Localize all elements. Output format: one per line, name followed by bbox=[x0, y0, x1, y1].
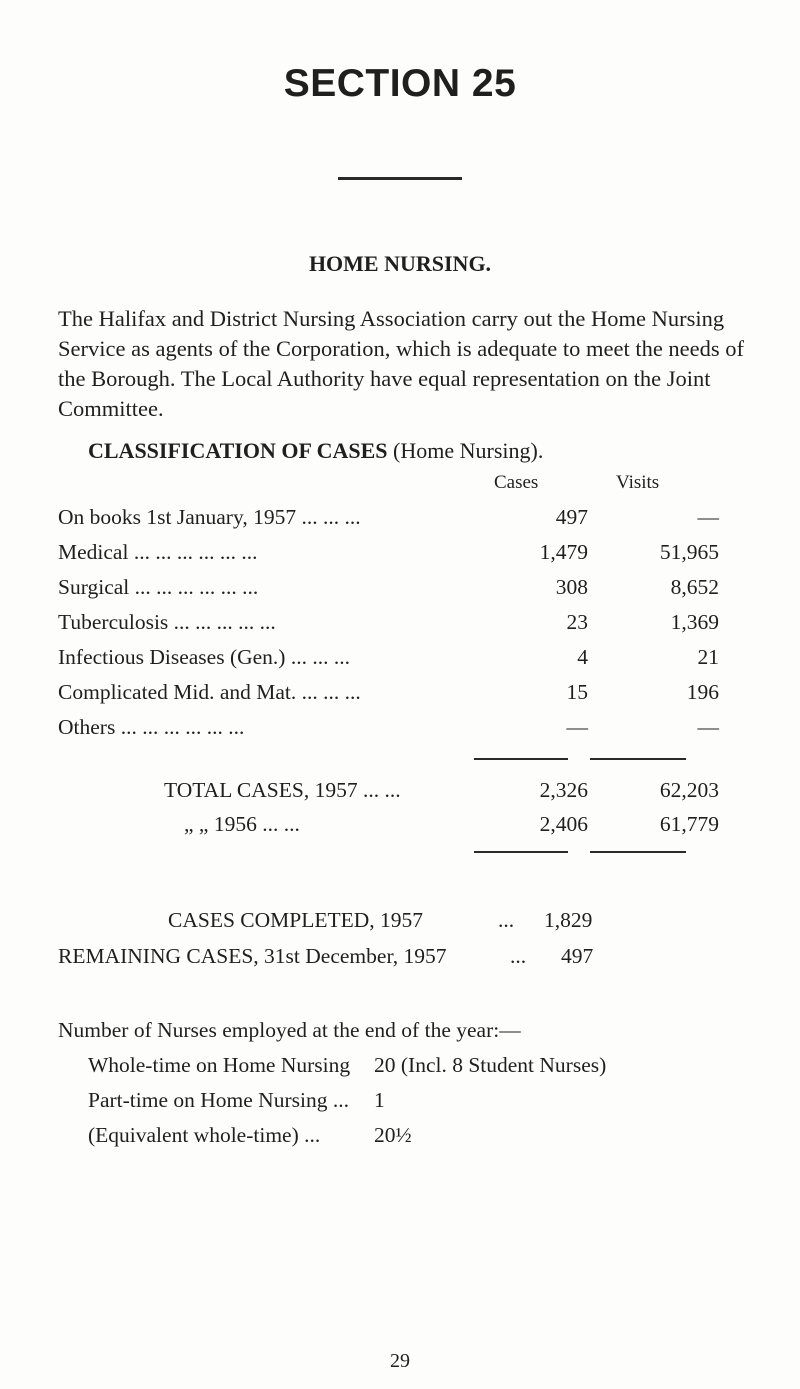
row-label: On books 1st January, 1957 ... ... ... bbox=[58, 505, 361, 529]
subtotal-rule-visits bbox=[590, 758, 686, 760]
row-label: Medical ... ... ... ... ... ... bbox=[58, 540, 258, 564]
row-visits: 51,965 bbox=[659, 540, 719, 564]
row-visits: 1,369 bbox=[670, 610, 719, 634]
table-row bbox=[58, 505, 758, 535]
nurse-item-value: 20½ bbox=[374, 1123, 412, 1147]
table-row bbox=[58, 680, 758, 710]
row-visits: — bbox=[697, 505, 719, 529]
total-rule-visits bbox=[590, 851, 686, 853]
table-row bbox=[58, 610, 758, 640]
intro-text: The Halifax and District Nursing Association carry out the Home Nursing Service as agents of the Corporation, which is adequate to meet the needs of the Borough. The Local Authority have equal representation on the Joint Committee. bbox=[58, 306, 745, 421]
row-label: Others ... ... ... ... ... ... bbox=[58, 715, 245, 739]
row-label: Tuberculosis ... ... ... ... ... bbox=[58, 610, 276, 634]
total-visits: 62,203 bbox=[659, 778, 719, 802]
remaining-cases-dots: ... bbox=[510, 944, 527, 968]
nurse-item-value: 1 bbox=[374, 1088, 385, 1112]
page-subtitle: HOME NURSING. bbox=[308, 251, 492, 276]
total-cases: 2,326 bbox=[539, 778, 588, 802]
row-cases: 308 bbox=[555, 575, 588, 599]
classification-title-bold: CLASSIFICATION OF CASES bbox=[88, 438, 388, 463]
row-cases: — bbox=[566, 715, 588, 739]
row-cases: 4 bbox=[577, 645, 588, 669]
classification-title-rest: (Home Nursing). bbox=[393, 438, 544, 463]
nurse-item-label: (Equivalent whole-time) ... bbox=[88, 1123, 321, 1147]
table-row bbox=[58, 540, 758, 570]
total-visits: 61,779 bbox=[659, 812, 719, 836]
row-cases: 1,479 bbox=[539, 540, 588, 564]
total-cases: 2,406 bbox=[539, 812, 588, 836]
nurse-item-value: 20 (Incl. 8 Student Nurses) bbox=[374, 1053, 607, 1077]
row-cases: 497 bbox=[555, 505, 588, 529]
total-row bbox=[58, 812, 758, 842]
nurse-item-label: Whole-time on Home Nursing bbox=[88, 1053, 351, 1077]
row-visits: 21 bbox=[697, 645, 719, 669]
remaining-cases-label: REMAINING CASES, 31st December, 1957 bbox=[58, 944, 447, 968]
total-label: TOTAL CASES, 1957 ... ... bbox=[164, 778, 401, 802]
row-visits: 8,652 bbox=[670, 575, 719, 599]
cases-completed-value: 1,829 bbox=[544, 908, 593, 932]
remaining-cases-value: 497 bbox=[561, 944, 594, 968]
nurses-intro: Number of Nurses employed at the end of the year:— bbox=[58, 1018, 521, 1042]
total-rule-cases bbox=[474, 851, 568, 853]
row-label: Complicated Mid. and Mat. ... ... ... bbox=[58, 680, 361, 704]
heading-rule bbox=[338, 177, 462, 180]
table-row bbox=[58, 645, 758, 675]
total-row bbox=[58, 778, 758, 808]
cases-completed-label: CASES COMPLETED, 1957 bbox=[168, 908, 424, 932]
section-heading: SECTION 25 bbox=[283, 62, 517, 105]
page-number: 29 bbox=[390, 1350, 410, 1372]
row-label: Infectious Diseases (Gen.) ... ... ... bbox=[58, 645, 350, 669]
total-label: „ „ 1956 ... ... bbox=[184, 812, 300, 836]
cases-completed-dots: ... bbox=[498, 908, 515, 932]
row-label: Surgical ... ... ... ... ... ... bbox=[58, 575, 259, 599]
table-row bbox=[58, 715, 758, 745]
column-header-cases: Cases bbox=[494, 472, 539, 493]
row-visits: 196 bbox=[686, 680, 719, 704]
nurse-item-label: Part-time on Home Nursing ... bbox=[88, 1088, 349, 1112]
subtotal-rule-cases bbox=[474, 758, 568, 760]
row-visits: — bbox=[697, 715, 719, 739]
classification-title bbox=[88, 438, 543, 464]
row-cases: 15 bbox=[566, 680, 588, 704]
column-header-visits: Visits bbox=[616, 472, 660, 493]
intro-paragraph bbox=[58, 304, 748, 424]
row-cases: 23 bbox=[566, 610, 588, 634]
table-row bbox=[58, 575, 758, 605]
